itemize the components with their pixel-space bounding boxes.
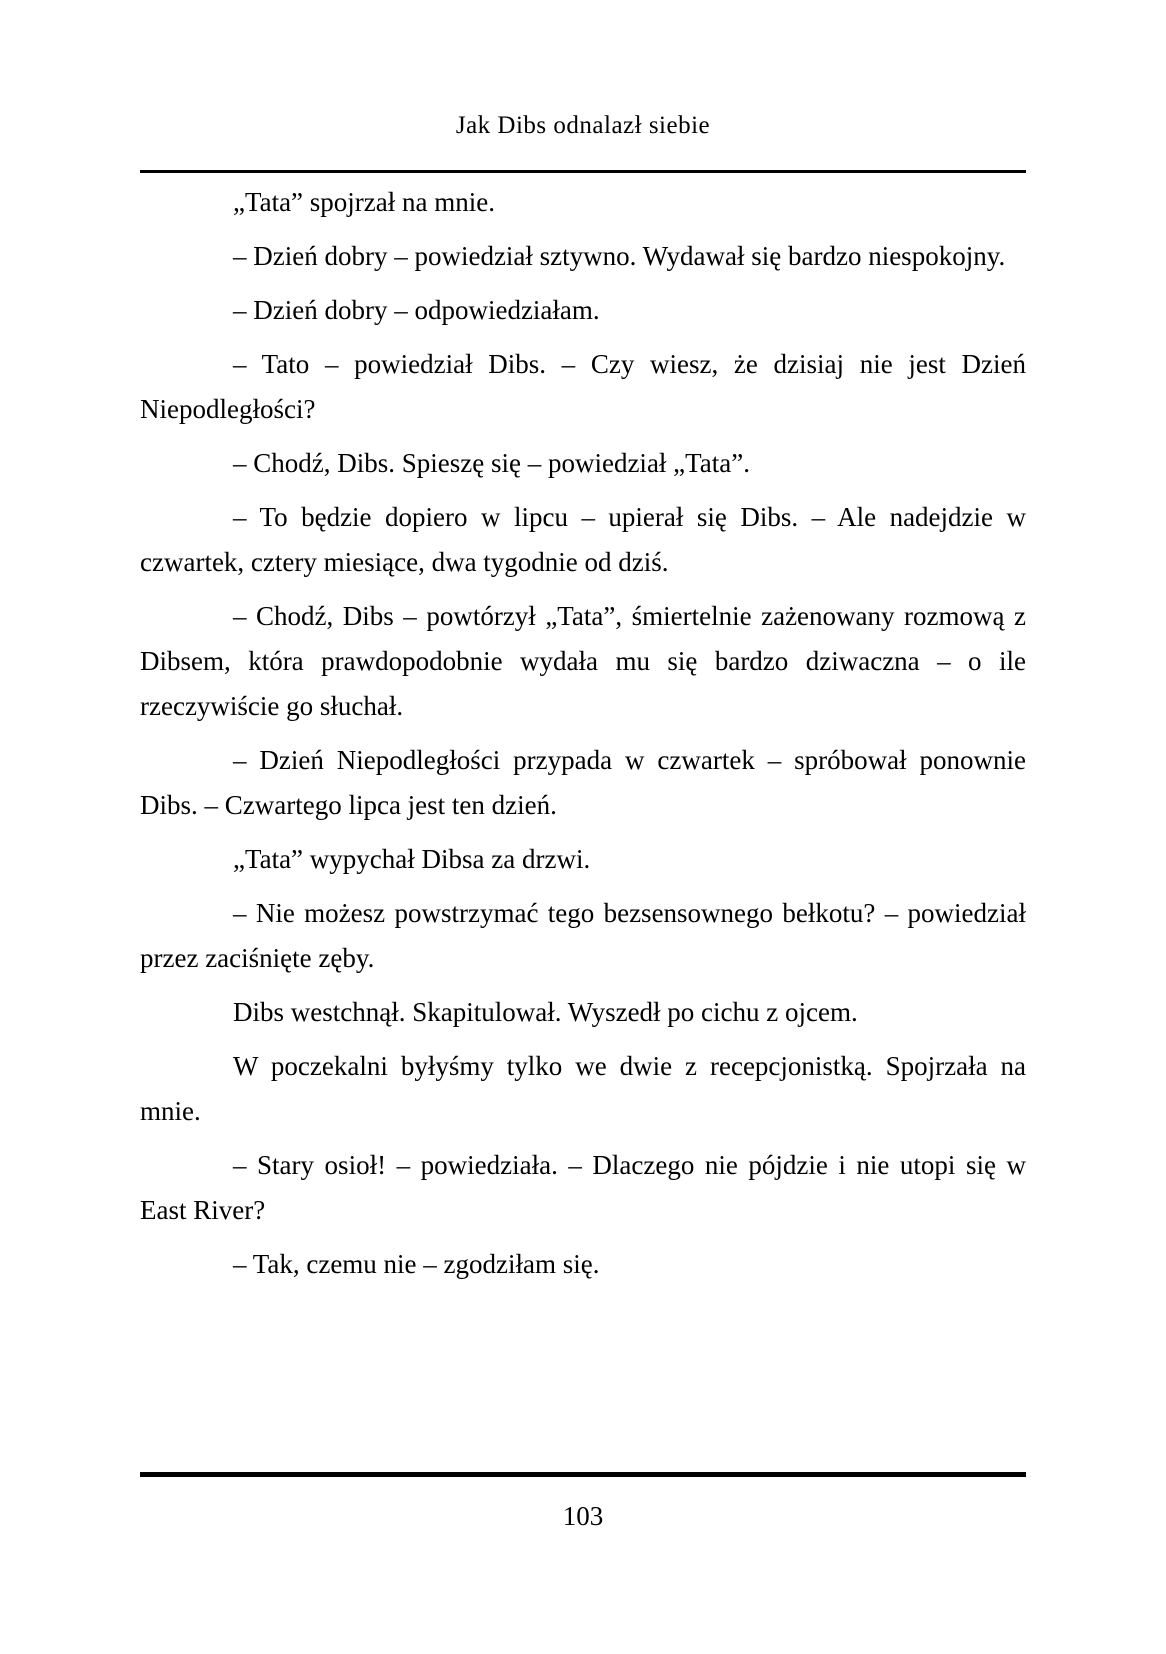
paragraph: – Tato – powiedział Dibs. – Czy wiesz, że dzisiaj nie jest Dzień Niepodległości? — [140, 349, 1026, 424]
paragraph: Dibs westchnął. Skapitulował. Wyszedł po cichu z ojcem. — [233, 997, 858, 1027]
paragraph: – Chodź, Dibs – powtórzył „Tata”, śmiertelnie zażenowany rozmową z Dibsem, która prawdopodobnie wydała mu się bardzo dziwaczna – o ile rzeczywiście go słuchał. — [140, 601, 1026, 721]
page-footer — [140, 1472, 1026, 1533]
page-title: Jak Dibs odnalazł siebie — [455, 112, 711, 139]
page-body — [140, 174, 1026, 1296]
paragraph: – To będzie dopiero w lipcu – upierał się Dibs. – Ale nadejdzie w czwartek, cztery miesiące, dwa tygodnie od dziś. — [140, 502, 1026, 577]
footer-rule — [140, 1472, 1026, 1477]
paragraph: „Tata” spojrzał na mnie. — [233, 187, 495, 217]
paragraph: – Dzień dobry – powiedział sztywno. Wydawał się bardzo niespokojny. — [233, 241, 1006, 271]
paragraph: – Stary osioł! – powiedziała. – Dlaczego nie pójdzie i nie utopi się w East River? — [140, 1150, 1026, 1225]
paragraph: – Dzień dobry – odpowiedziałam. — [233, 295, 600, 325]
running-header — [140, 108, 1026, 173]
paragraph: W poczekalni byłyśmy tylko we dwie z recepcjonistką. Spojrzała na mnie. — [140, 1051, 1026, 1126]
paragraph: „Tata” wypychał Dibsa za drzwi. — [233, 844, 591, 874]
header-rule — [140, 170, 1026, 173]
paragraph: – Tak, czemu nie – zgodziłam się. — [233, 1249, 600, 1279]
page-number: 103 — [562, 1501, 604, 1531]
paragraph: – Chodź, Dibs. Spieszę się – powiedział „Tata”. — [233, 448, 750, 478]
paragraph: – Nie możesz powstrzymać tego bezsensownego bełkotu? – powiedział przez zaciśnięte zęby. — [140, 898, 1026, 973]
paragraph: – Dzień Niepodległości przypada w czwartek – spróbował ponownie Dibs. – Czwartego lipca jest ten dzień. — [140, 745, 1026, 820]
